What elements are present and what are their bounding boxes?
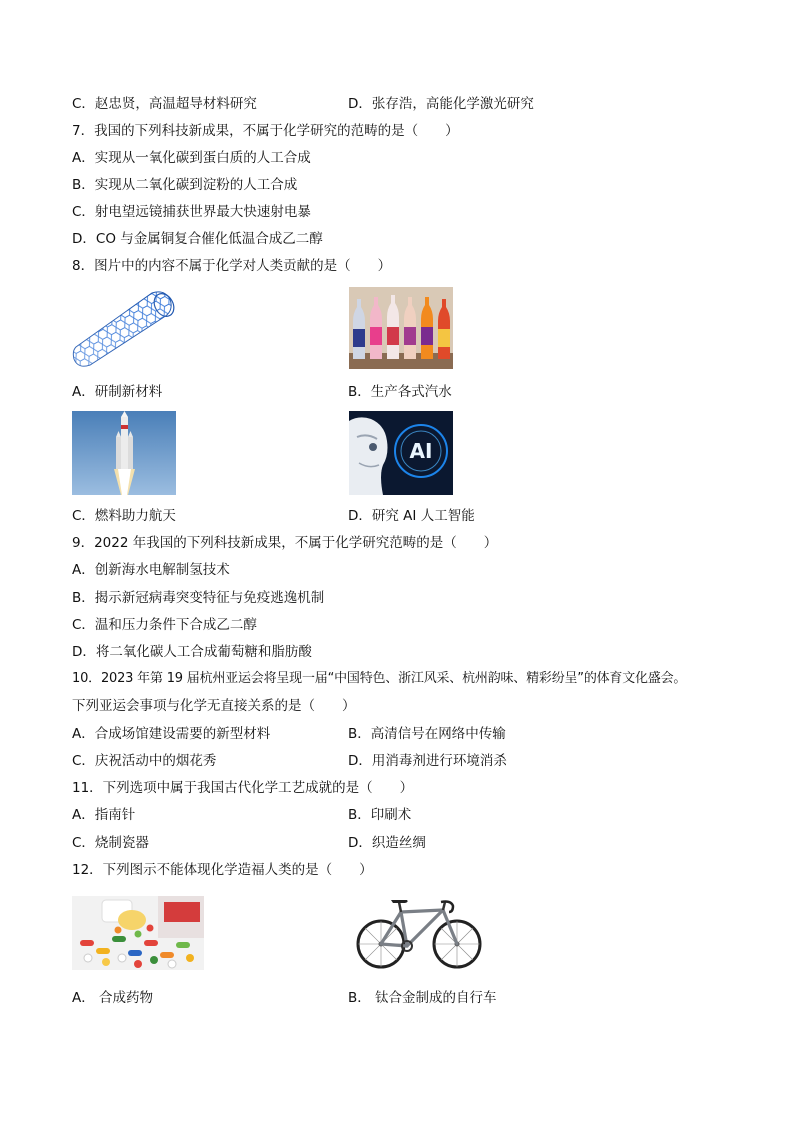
- q7-option-c: C．射电望远镜捕获世界最大快速射电暴: [72, 204, 311, 220]
- q9-option-d: D．将二氧化碳人工合成葡萄糖和脂肪酸: [72, 644, 312, 660]
- q11-stem: 11．下列选项中属于我国古代化学工艺成就的是（ ）: [72, 780, 414, 796]
- q12-option-a: A． 合成药物: [72, 990, 154, 1006]
- q7-option-a: A．实现从一氧化碳到蛋白质的人工合成: [72, 150, 311, 166]
- soda-bottles-image: [349, 287, 453, 369]
- q11-option-d: D．织造丝绸: [348, 835, 426, 851]
- q9-option-b: B．揭示新冠病毒突变特征与免疫逃逸机制: [72, 590, 325, 606]
- q10-stem-line1: 10．2023 年第 19 届杭州亚运会将呈现一届“中国特色、浙江风采、杭州韵味、精彩纷呈”的体育文化盛会。: [72, 671, 687, 686]
- pills-image: [72, 896, 204, 970]
- q10-option-b: B．高清信号在网络中传输: [348, 726, 506, 742]
- option-c-prev: C．赵忠贤，高温超导材料研究: [72, 96, 257, 112]
- q9-option-a: A．创新海水电解制氢技术: [72, 562, 230, 578]
- q10-option-a: A．合成场馆建设需要的新型材料: [72, 726, 271, 742]
- q8-option-b: B．生产各式汽水: [348, 384, 452, 400]
- q9-option-c: C．温和压力条件下合成乙二醇: [72, 617, 257, 633]
- q10-option-c: C．庆祝活动中的烟花秀: [72, 753, 217, 769]
- bicycle-image: [355, 892, 483, 972]
- q12-option-b: B． 钛合金制成的自行车: [348, 990, 497, 1006]
- q10-stem-line2: 下列亚运会事项与化学无直接关系的是（ ）: [72, 698, 356, 714]
- q8-option-d: D．研究 AI 人工智能: [348, 508, 475, 524]
- q11-option-a: A．指南针: [72, 807, 136, 823]
- q7-stem: 7．我国的下列科技新成果，不属于化学研究的范畴的是（ ）: [72, 123, 459, 139]
- q7-option-d: D．CO 与金属铜复合催化低温合成乙二醇: [72, 231, 323, 247]
- q12-stem: 12．下列图示不能体现化学造福人类的是（ ）: [72, 862, 373, 878]
- nanotube-image: [72, 287, 176, 369]
- q7-option-b: B．实现从二氧化碳到淀粉的人工合成: [72, 177, 298, 193]
- q8-stem: 8．图片中的内容不属于化学对人类贡献的是（ ）: [72, 258, 392, 274]
- option-d-prev: D．张存浩，高能化学激光研究: [348, 96, 534, 112]
- q8-option-c: C．燃料助力航天: [72, 508, 176, 524]
- rocket-image: [72, 411, 176, 495]
- ai-label: AI: [409, 439, 433, 463]
- q11-option-b: B．印刷术: [348, 807, 412, 823]
- q10-option-d: D．用消毒剂进行环境消杀: [348, 753, 507, 769]
- q9-stem: 9．2022 年我国的下列科技新成果，不属于化学研究范畴的是（ ）: [72, 535, 498, 551]
- q11-option-c: C．烧制瓷器: [72, 835, 149, 851]
- ai-robot-image: [349, 411, 453, 495]
- q8-option-a: A．研制新材料: [72, 384, 163, 400]
